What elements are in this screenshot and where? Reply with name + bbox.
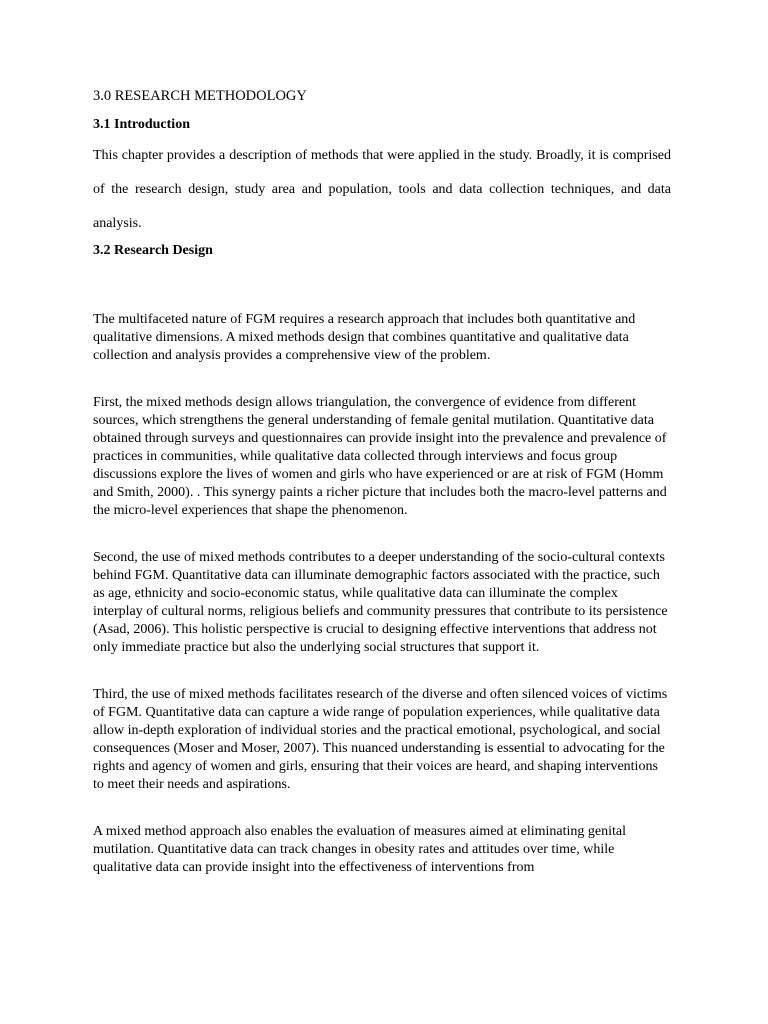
body-paragraph: A mixed method approach also enables the evaluation of measures aimed at eliminating genital mutilation. Quantitative data can track changes in obesity rates and attitudes over time, while qualitative data can provide insight into the effectiveness of interventions from — [93, 824, 626, 875]
body-paragraph: Second, the use of mixed methods contributes to a deeper understanding of the socio-cultural contexts behind FGM. Quantitative data can illuminate demographic factors associated with the practice, such as age, ethnicity and socio-economic status, while qualitative data can illuminate the complex interplay of cultural norms, religious beliefs and community pressures that contribute to its persistence (Asad, 2006). This holistic perspective is crucial to designing effective interventions that address not only immediate practice but also the underlying social structures that support it. — [93, 550, 668, 655]
document-body — [93, 86, 671, 877]
body-paragraph: First, the mixed methods design allows triangulation, the convergence of evidence from different sources, which strengthens the general understanding of female genital mutilation. Quantitative data obtained through surveys and questionnaires can provide insight into the prevalence and prevalence of practices in communities, while qualitative data collected through interviews and focus group discussions explore the lives of women and girls who have experienced or are at risk of FGM (Homm and Smith, 2000). . This synergy paints a richer picture that includes both the macro-level patterns and the micro-level experiences that shape the phenomenon. — [93, 395, 667, 518]
body-paragraph: Third, the use of mixed methods facilitates research of the diverse and often silenced voices of victims of FGM. Quantitative data can capture a wide range of population experiences, while qualitative data allow in-depth exploration of individual stories and the practical emotional, psychological, and social consequences (Moser and Moser, 2007). This nuanced understanding is essential to advocating for the rights and agency of women and girls, ensuring that their voices are heard, and shaping interventions to meet their needs and aspirations. — [93, 687, 668, 792]
body-paragraph: The multifaceted nature of FGM requires a research approach that includes both quantitative and qualitative dimensions. A mixed methods design that combines quantitative and qualitative data collection and analysis provides a comprehensive view of the problem. — [93, 312, 636, 363]
section-heading-introduction: 3.1 Introduction — [93, 117, 190, 132]
section-heading-research-design: 3.2 Research Design — [93, 243, 213, 258]
intro-paragraph: This chapter provides a description of methods that were applied in the study. Broadly, it is comprised of the research design, study area and population, tools and data collection techniques, and data analysis. — [93, 148, 671, 231]
chapter-heading: 3.0 RESEARCH METHODOLOGY — [93, 88, 307, 104]
